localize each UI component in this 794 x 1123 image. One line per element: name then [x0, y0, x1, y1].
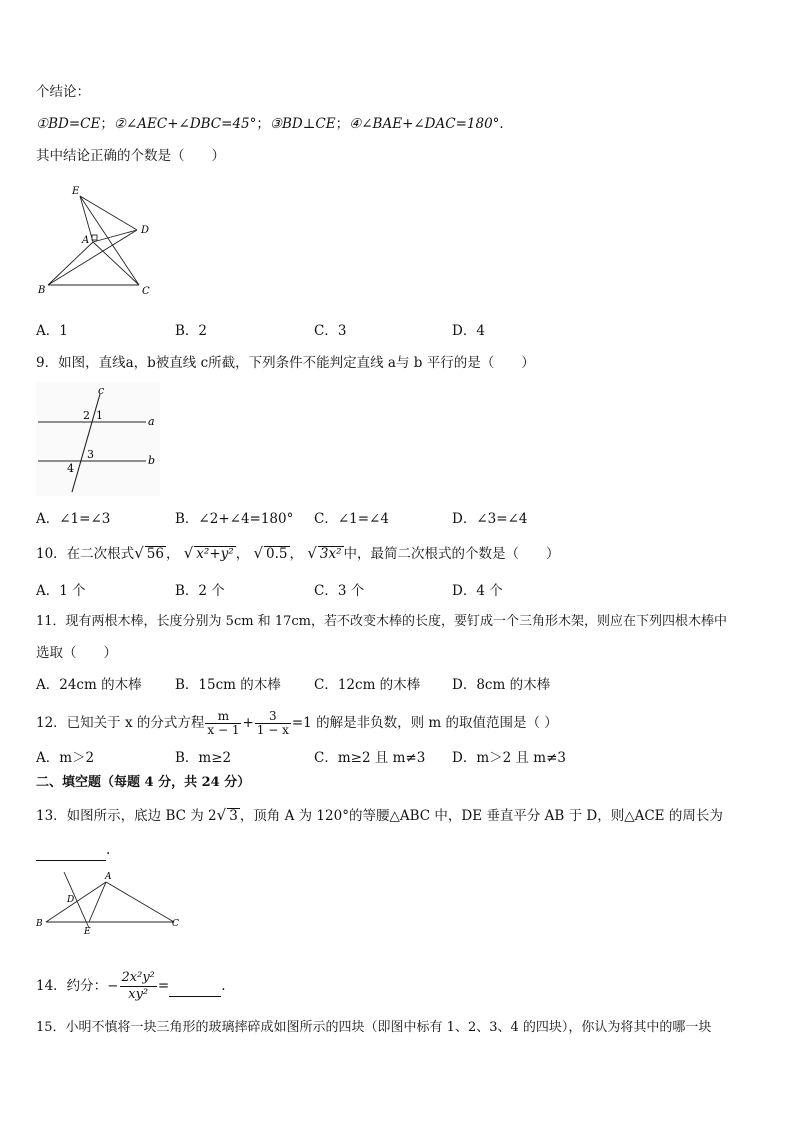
- q9-option-d: D．∠3=∠4: [452, 511, 528, 527]
- q8-stem: 其中结论正确的个数是（ ）: [36, 148, 225, 164]
- q10-option-c: C．3 个: [314, 583, 365, 599]
- q12-option-c: C．m≥2 且 m≠3: [314, 750, 426, 766]
- q8-label-E: E: [72, 186, 80, 197]
- q12-option-d: D．m＞2 且 m≠3: [452, 750, 566, 766]
- q12-fraction-1: [205, 710, 241, 737]
- q12-suffix: =1 的解是非负数，则 m 的取值范围是（ ）: [291, 715, 558, 731]
- q11-option-c: C．12cm 的木棒: [314, 677, 421, 693]
- q11-option-a: A．24cm 的木棒: [36, 677, 142, 693]
- q13-label-E: E: [84, 927, 91, 936]
- end-period: ．: [499, 116, 513, 132]
- section-2-heading: 二、填空题（每题 4 分，共 24 分）: [36, 775, 251, 790]
- q12-f1-num: m: [205, 710, 241, 724]
- q12-plus: +: [242, 715, 254, 731]
- q9-label-a: a: [148, 415, 155, 428]
- q13-suffix: ，顶角 A 为 120°的等腰△ABC 中，DE 垂直平分 AB 于 D，则△ACE 的周长为: [239, 808, 723, 824]
- q10-radicand-2: x²+y²: [196, 546, 234, 562]
- q12-option-a: A．m＞2: [36, 750, 95, 766]
- q13-stem: [36, 805, 723, 826]
- q10-radicand-3: 0.5: [266, 546, 288, 562]
- q8-label-D: D: [141, 225, 150, 236]
- q14-equals: =: [157, 978, 170, 994]
- q9-label-b: b: [148, 454, 156, 467]
- radical-sign: √: [216, 806, 227, 824]
- radical-sign: √: [134, 544, 144, 562]
- conclusion-3: ③BD⊥CE: [269, 116, 336, 132]
- q9-figure: [36, 382, 160, 496]
- radical-sign: √: [183, 544, 194, 562]
- q10-option-b: B．2 个: [175, 583, 225, 599]
- q11-option-d: D．8cm 的木棒: [452, 677, 551, 693]
- q8-option-a: A．1: [36, 323, 68, 339]
- sep: ；: [100, 116, 114, 132]
- q13-label-D: D: [67, 895, 75, 905]
- q11-option-b: B．15cm 的木棒: [175, 677, 281, 693]
- q12-f2-den: 1 − x: [256, 723, 289, 737]
- q15-stem: 15．小明不慎将一块三角形的玻璃摔碎成如图所示的四块（即图中标有 1、2、3、4 的四块），你认为将其中的哪一块: [36, 1020, 712, 1035]
- q9-stem: 9．如图，直线a，b被直线 c所截，下列条件不能判定直线 a与 b 平行的是（ ）: [36, 355, 535, 371]
- q10-sep: ，: [165, 546, 180, 562]
- q10-option-d: D．4 个: [452, 583, 503, 599]
- sep: ；: [335, 116, 350, 132]
- q10-sep: ，: [235, 546, 250, 562]
- q14-prefix: 14．约分：−: [36, 978, 119, 994]
- q10-prefix: 10．在二次根式: [36, 546, 135, 562]
- q9-option-a: A．∠1=∠3: [36, 511, 111, 527]
- q13-blank-end: .: [106, 842, 111, 858]
- q14-den: xy²: [128, 987, 149, 1002]
- q8-label-C: C: [142, 286, 150, 297]
- q14-stem: [36, 970, 225, 1003]
- q12-f2-num: 3: [255, 710, 291, 724]
- q13-prefix: 13．如图所示，底边 BC 为 2: [36, 808, 217, 824]
- conclusions-line: [36, 114, 513, 134]
- conclusion-4: ④∠BAE+∠DAC=180°: [349, 116, 500, 132]
- q12-f1-den: x − 1: [207, 723, 240, 737]
- q10-radicand-4: 3x²: [319, 546, 342, 562]
- q10-sep: ，: [289, 546, 304, 562]
- q13-answer-line: [36, 840, 110, 861]
- sep: ；: [256, 116, 270, 132]
- q11-line-1: 11．现有两根木棒，长度分别为 5cm 和 17cm，若不改变木棒的长度，要钉成一个三角形木架，则应在下列四根木棒中: [36, 614, 727, 629]
- q13-answer-blank: [36, 840, 106, 861]
- q14-end: .: [221, 978, 226, 994]
- q14-answer-blank: [169, 976, 221, 997]
- q9-label-1: 1: [96, 409, 103, 422]
- q8-option-b: B．2: [175, 323, 208, 339]
- q13-label-C: C: [172, 919, 179, 929]
- q8-figure: [34, 183, 164, 301]
- q12-fraction-2: [255, 710, 291, 737]
- q10-option-a: A．1 个: [36, 583, 86, 599]
- q13-label-A: A: [105, 872, 112, 882]
- q12-option-b: B．m≥2: [175, 750, 232, 766]
- q14-num: 2x²y²: [121, 970, 155, 985]
- intro-text: 个结论：: [36, 84, 90, 100]
- q10-stem: [36, 543, 560, 564]
- radical-sign: √: [307, 544, 317, 562]
- q12-prefix: 12．已知关于 x 的分式方程: [36, 715, 205, 731]
- q13-figure: [34, 868, 184, 936]
- q14-fraction: [120, 970, 157, 1003]
- q8-option-d: D．4: [452, 323, 485, 339]
- q10-suffix: 中，最简二次根式的个数是（ ）: [343, 546, 560, 562]
- q9-label-c: c: [98, 384, 105, 397]
- q13-radicand: 3: [229, 808, 238, 824]
- q9-option-c: C．∠1=∠4: [314, 511, 389, 527]
- q9-label-4: 4: [67, 462, 74, 475]
- q10-radicand-1: 56: [146, 546, 164, 562]
- q13-label-B: B: [36, 919, 43, 929]
- q9-option-b: B．∠2+∠4=180°: [175, 511, 294, 527]
- q8-option-c: C．3: [314, 323, 347, 339]
- conclusion-2: ②∠AEC+∠DBC=45°: [113, 116, 257, 132]
- q11-line-2: 选取（ ）: [36, 645, 117, 661]
- q8-label-B: B: [38, 285, 46, 296]
- conclusion-1: ①BD=CE: [36, 116, 101, 132]
- q9-label-3: 3: [87, 448, 94, 461]
- q8-label-A: A: [82, 235, 90, 246]
- q12-stem: [36, 710, 558, 737]
- q9-label-2: 2: [83, 409, 90, 422]
- radical-sign: √: [253, 544, 264, 562]
